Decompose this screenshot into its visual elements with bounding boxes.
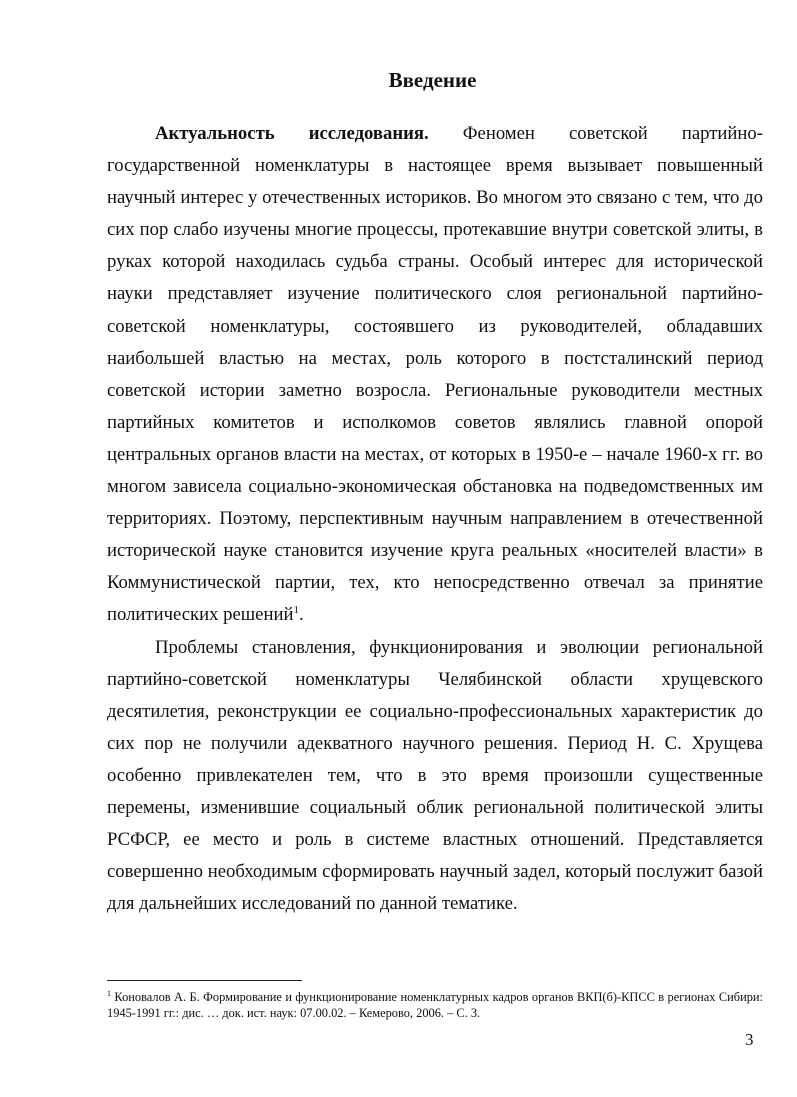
page-number: 3 — [745, 1030, 754, 1049]
page-title: Введение — [388, 68, 477, 92]
footnote-reference[interactable]: 1 — [293, 604, 299, 617]
footnote-divider — [107, 980, 302, 981]
paragraph-1-text: Феномен советской партийно-государственной номенклатуры в настоящее время вызывает повышенный научный интерес у отечественных историков. Во многом это связано с тем, что до сих пор слабо изучены многие процессы, протекавшие внутри советской элиты, в руках которой находилась судьба страны. Особый интерес для исторической науки представляет изучение политического слоя региональной партийно-советской номенклатуры, состоявшего из руководителей, обладавших наибольшей властью на местах, роль которого в постсталинский период советской истории заметно возросла. Региональные руководители местных партийных комитетов и исполкомов советов являлись главной опорой центральных органов власти на местах, от которых в 1950-е – начале 1960-х гг. во многом зависела социально-экономическая обстановка на подведомственных им территориях. Поэтому, перспективным научным направлением в отечественной исторической науке становится изучение круга реальных «носителей власти» в Коммунистической партии, тех, кто непосредственно отвечал за принятие политических решений — [107, 123, 764, 626]
paragraph-1-lead: Актуальность исследования. — [155, 123, 429, 144]
paragraph-1 — [107, 118, 763, 632]
footnote-marker: 1 — [107, 988, 111, 998]
paragraph-1-end: . — [298, 604, 304, 626]
footnote-text: Коновалов А. Б. Формирование и функционирование номенклатурных кадров органов ВКП(б)-КПСС в регионах Сибири: 1945-1991 гг.: дис. … док. ист. наук: 07.00.02. – Кемерово, 2006. – С. 3. — [107, 990, 763, 1020]
footnote — [107, 989, 763, 1021]
body-text — [107, 118, 763, 920]
paragraph-2: Проблемы становления, функционирования и эволюции региональной партийно-советской номенклатуры Челябинской области хрущевского десятилетия, реконструкции ее социально-профессиональных характеристик до сих пор не получили адекватного научного решения. Период Н. С. Хрущева особенно привлекателен тем, что в это время произошли существенные перемены, изменившие социальный облик региональной политической элиты РСФСР, ее место и роль в системе властных отношений. Представляется совершенно необходимым сформировать научный задел, который послужит базой для дальнейших исследований по данной тематике. — [107, 636, 763, 915]
